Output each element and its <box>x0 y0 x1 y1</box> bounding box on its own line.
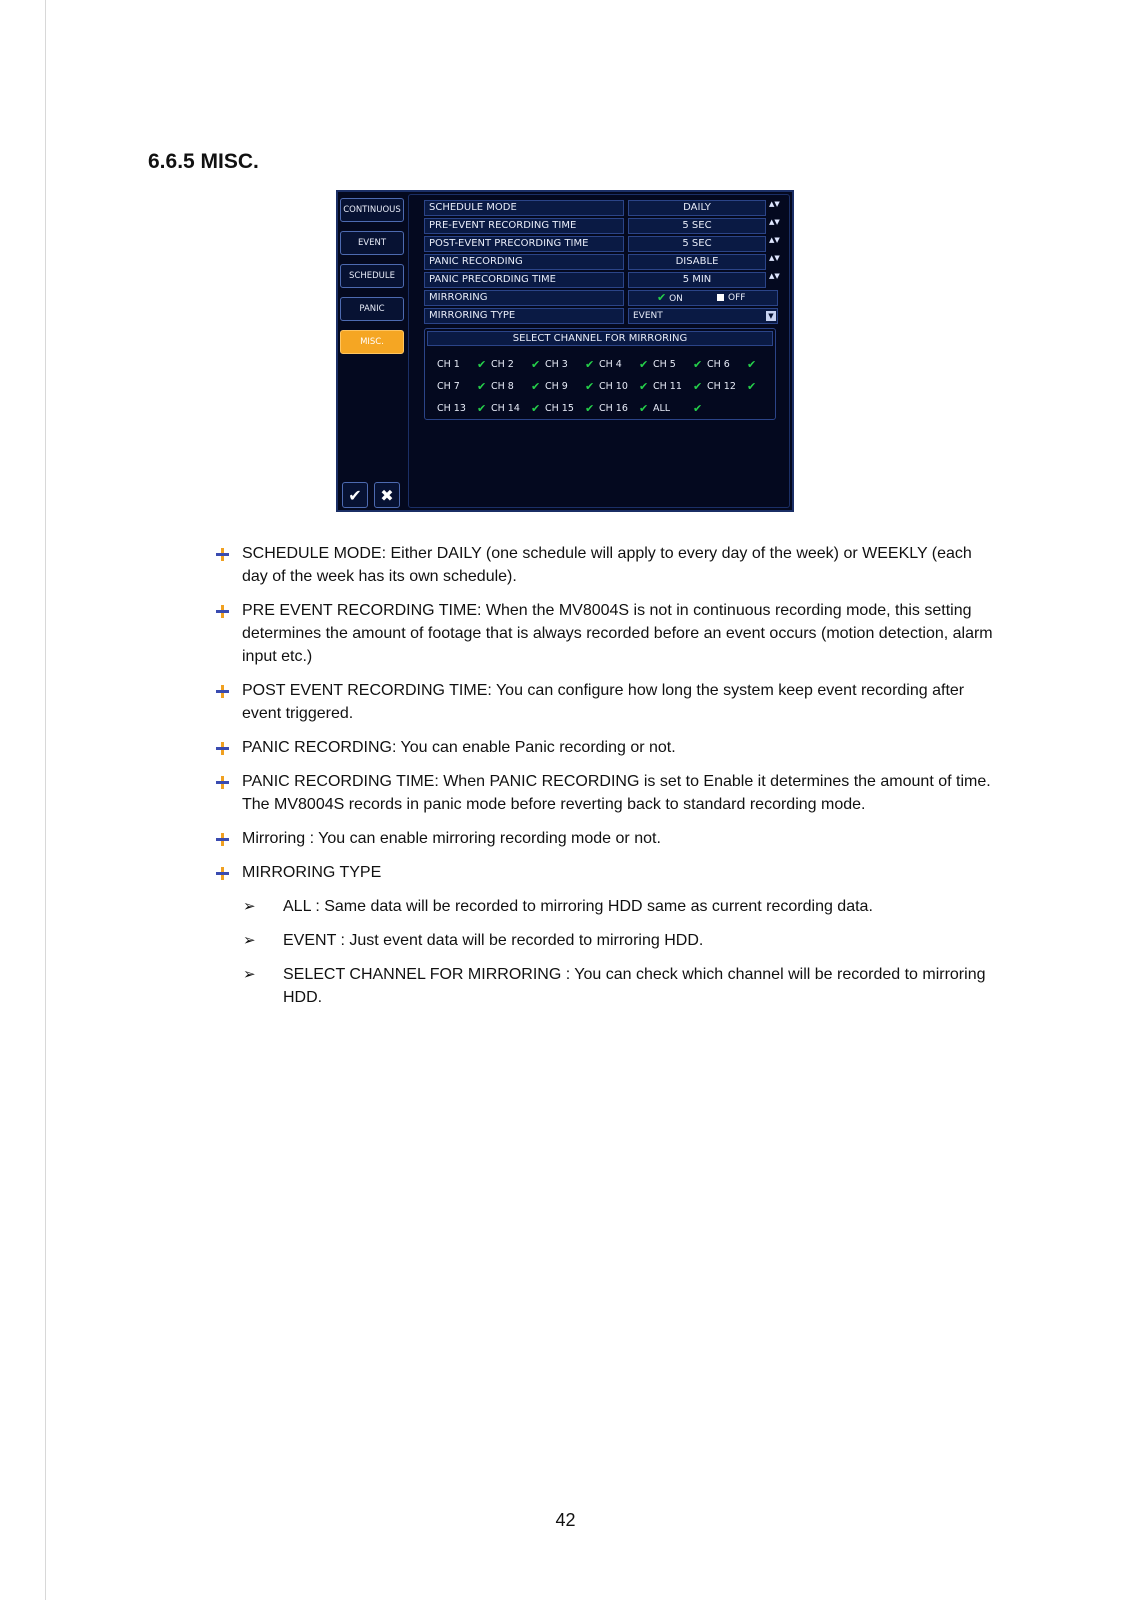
check-icon: ✔ <box>747 357 757 371</box>
check-icon: ✔ <box>693 357 703 371</box>
tab-panic[interactable]: PANIC <box>340 297 404 321</box>
check-icon: ✔ <box>348 485 362 505</box>
channel-checkbox-ch3[interactable]: CH 3 ✔ <box>545 358 599 371</box>
bullet-item <box>216 770 996 816</box>
select-channel-title: SELECT CHANNEL FOR MIRRORING <box>427 331 773 346</box>
channel-row <box>437 353 761 375</box>
mirroring-on-option[interactable] <box>657 291 683 306</box>
check-icon: ✔ <box>477 357 487 371</box>
spinner-icon[interactable]: ▲▼ <box>769 236 780 244</box>
channel-checkbox-ch16[interactable]: CH 16 ✔ <box>599 402 653 415</box>
channel-checkbox-ch15[interactable]: CH 15 ✔ <box>545 402 599 415</box>
arrow-bullet-icon: ➢ <box>243 898 256 915</box>
check-icon: ✔ <box>477 401 487 415</box>
arrow-bullet-icon: ➢ <box>243 966 256 983</box>
bullet-item <box>216 736 996 759</box>
channel-row <box>437 397 761 419</box>
unchecked-box-icon <box>717 294 724 301</box>
channel-checkbox-ch11[interactable]: CH 11 ✔ <box>653 380 707 393</box>
check-icon: ✔ <box>639 357 649 371</box>
channel-checkbox-ch4[interactable]: CH 4 ✔ <box>599 358 653 371</box>
check-icon: ✔ <box>585 357 595 371</box>
channel-checkbox-ch14[interactable]: CH 14 ✔ <box>491 402 545 415</box>
setting-row-post-event <box>424 236 794 252</box>
plus-bullet-icon <box>216 867 229 880</box>
bullet-item <box>216 599 996 668</box>
mirroring-type-value: EVENT <box>633 311 663 321</box>
close-icon: ✖ <box>380 485 394 505</box>
sub-bullet-text: EVENT : Just event data will be recorded to mirroring HDD. <box>283 932 704 949</box>
setting-label: PRE-EVENT RECORDING TIME <box>424 218 624 234</box>
check-icon: ✔ <box>531 401 541 415</box>
bullet-item <box>216 679 996 725</box>
arrow-bullet-icon: ➢ <box>243 932 256 949</box>
channel-mirroring-group <box>424 328 776 420</box>
setting-label: POST-EVENT PRECORDING TIME <box>424 236 624 252</box>
channel-checkbox-ch13[interactable]: CH 13 ✔ <box>437 402 491 415</box>
bullet-text: PANIC RECORDING TIME: When PANIC RECORDING is set to Enable it determines the amount of time. The MV8004S records in panic mode before reverting back to standard recording mode. <box>242 773 991 813</box>
sub-bullet-item <box>216 895 996 918</box>
chevron-down-icon: ▼ <box>766 311 776 321</box>
setting-label: SCHEDULE MODE <box>424 200 624 216</box>
bullet-text: SCHEDULE MODE: Either DAILY (one schedule will apply to every day of the week) or WEEKLY (each day of the week has its own schedule). <box>242 545 972 585</box>
spinner-icon[interactable]: ▲▼ <box>769 200 780 208</box>
check-icon: ✔ <box>693 379 703 393</box>
plus-bullet-icon <box>216 742 229 755</box>
check-icon: ✔ <box>585 401 595 415</box>
bullet-text: PANIC RECORDING: You can enable Panic recording or not. <box>242 739 676 756</box>
panic-recording-value[interactable]: DISABLE <box>628 254 766 270</box>
setting-label: MIRRORING <box>424 290 624 306</box>
sub-bullet-item <box>216 963 996 1009</box>
tab-continuous[interactable]: CONTINUOUS <box>340 198 404 222</box>
page-margin-rule <box>45 0 46 1600</box>
setting-row-panic-time <box>424 272 794 288</box>
setting-row-panic-recording <box>424 254 794 270</box>
tab-schedule[interactable]: SCHEDULE <box>340 264 404 288</box>
mirroring-type-select[interactable] <box>628 308 778 324</box>
check-icon: ✔ <box>531 357 541 371</box>
plus-bullet-icon <box>216 685 229 698</box>
channel-checkbox-ch10[interactable]: CH 10 ✔ <box>599 380 653 393</box>
channel-checkbox-ch9[interactable]: CH 9 ✔ <box>545 380 599 393</box>
plus-bullet-icon <box>216 548 229 561</box>
bullet-item <box>216 861 996 884</box>
check-icon: ✔ <box>639 401 649 415</box>
channel-checkbox-all[interactable]: ALL ✔ <box>653 402 707 415</box>
off-label: OFF <box>728 293 746 303</box>
sub-bullet-item <box>216 929 996 952</box>
setting-row-pre-event <box>424 218 794 234</box>
channel-checkbox-ch6[interactable]: CH 6 ✔ <box>707 358 761 371</box>
schedule-mode-value[interactable]: DAILY <box>628 200 766 216</box>
check-icon: ✔ <box>531 379 541 393</box>
bullet-item <box>216 542 996 588</box>
plus-bullet-icon <box>216 776 229 789</box>
setting-label: PANIC RECORDING <box>424 254 624 270</box>
channel-row <box>437 375 761 397</box>
bullet-text: PRE EVENT RECORDING TIME: When the MV8004S is not in continuous recording mode, this setting determines the amount of footage that is always recorded before an event occurs (motion detection, alarm input etc.) <box>242 602 993 665</box>
check-icon: ✔ <box>693 401 703 415</box>
post-event-value[interactable]: 5 SEC <box>628 236 766 252</box>
mirroring-off-option[interactable] <box>717 291 745 305</box>
mirroring-toggle <box>628 290 778 306</box>
bullet-text: MIRRORING TYPE <box>242 864 382 881</box>
page-number: 42 <box>555 1510 576 1530</box>
on-label: ON <box>669 294 683 304</box>
check-icon: ✔ <box>747 379 757 393</box>
tab-misc[interactable]: MISC. <box>340 330 404 354</box>
dvr-misc-settings-screenshot <box>336 190 794 512</box>
bullet-text: Mirroring : You can enable mirroring recording mode or not. <box>242 830 661 847</box>
channel-checkbox-ch1[interactable]: CH 1 ✔ <box>437 358 491 371</box>
channel-checkbox-ch7[interactable]: CH 7 ✔ <box>437 380 491 393</box>
bullet-item <box>216 827 996 850</box>
channel-checkbox-ch8[interactable]: CH 8 ✔ <box>491 380 545 393</box>
cancel-button[interactable] <box>374 482 400 508</box>
pre-event-value[interactable]: 5 SEC <box>628 218 766 234</box>
setting-row-schedule-mode <box>424 200 794 216</box>
channel-checkbox-ch2[interactable]: CH 2 ✔ <box>491 358 545 371</box>
sub-bullet-text: SELECT CHANNEL FOR MIRRORING : You can check which channel will be recorded to mirroring HDD. <box>283 966 986 1006</box>
bullet-text: POST EVENT RECORDING TIME: You can configure how long the system keep event recording after event triggered. <box>242 682 965 722</box>
setting-row-mirroring <box>424 290 794 306</box>
check-icon: ✔ <box>657 291 667 304</box>
panic-time-value[interactable]: 5 MIN <box>628 272 766 288</box>
setting-row-mirroring-type <box>424 308 794 324</box>
sub-bullet-text: ALL : Same data will be recorded to mirroring HDD same as current recording data. <box>283 898 873 915</box>
check-icon: ✔ <box>585 379 595 393</box>
bullet-list <box>216 542 996 1020</box>
channel-grid <box>437 353 761 419</box>
plus-bullet-icon <box>216 833 229 846</box>
spinner-icon[interactable]: ▲▼ <box>769 254 780 262</box>
section-heading: 6.6.5 MISC. <box>148 150 259 173</box>
check-icon: ✔ <box>639 379 649 393</box>
setting-label: MIRRORING TYPE <box>424 308 624 324</box>
spinner-icon[interactable]: ▲▼ <box>769 218 780 226</box>
check-icon: ✔ <box>477 379 487 393</box>
spinner-icon[interactable]: ▲▼ <box>769 272 780 280</box>
tab-event[interactable]: EVENT <box>340 231 404 255</box>
confirm-button[interactable] <box>342 482 368 508</box>
channel-checkbox-ch5[interactable]: CH 5 ✔ <box>653 358 707 371</box>
channel-checkbox-ch12[interactable]: CH 12 ✔ <box>707 380 761 393</box>
setting-label: PANIC PRECORDING TIME <box>424 272 624 288</box>
plus-bullet-icon <box>216 605 229 618</box>
